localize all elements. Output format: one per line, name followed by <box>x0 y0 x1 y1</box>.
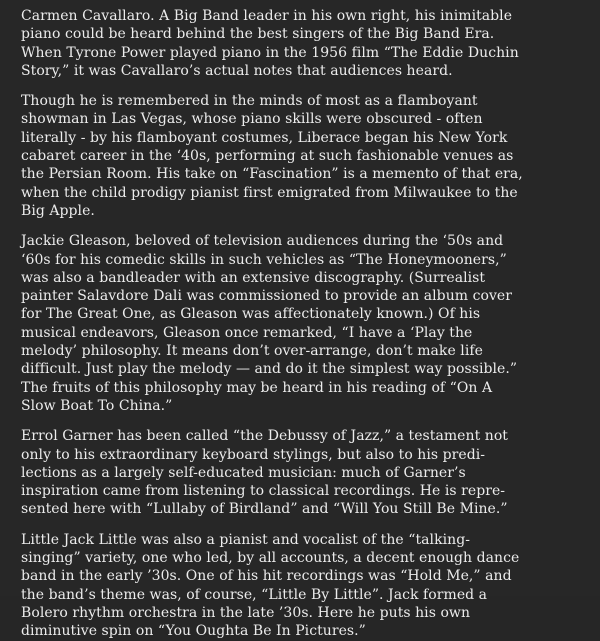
paragraph-jackie-gleason: Jackie Gleason, beloved of television audiences during the ‘50s and ‘60s for his comedic skills in such vehicles as “The Honeymooners,” was also a bandleader with an extensive discography. (Surrealist painter Salavdore Dali was commissioned to provide an album cover for The Great One, as Gleason was affectionately known.) Of his musical endeavors, Gleason once remarked, “I have a ‘Play the melody’ philosophy. It means don’t over-arrange, don’t make life difficult. Just play the melody — and do it the simplest way possible.” The fruits of this philosophy may be heard in his reading of “On A Slow Boat To China.” <box>21 233 518 414</box>
paragraph-little-jack-little: Little Jack Little was also a pianist and vocalist of the “talking- singing” variety, one who led, by all accounts, a decent enough dance band in the early ’30s. One of his hit recordings was “Hold Me,” and the band’s theme was, of course, “Little By Little”. Jack formed a Bolero rhythm orchestra in the late ’30s. Here he puts his own diminutive spin on “You Oughta Be In Pictures.” <box>21 531 520 640</box>
paragraph-liberace: Though he is remembered in the minds of most as a flamboyant showman in Las Vegas, whose piano skills were obscured - often literally - by his flamboyant costumes, Liberace began his New York cabaret career in the ‘40s, performing at such fashionable venues as the Persian Room. His take on “Fascination” is a memento of that era, when the child prodigy pianist first emigrated from Milwaukee to the Big Apple. <box>21 93 523 219</box>
paragraph-carmen-cavallaro: Carmen Cavallaro. A Big Band leader in his own right, his inimitable piano could be heard behind the best singers of the Big Band Era. When Tyrone Power played piano in the 1956 film “The Eddie Duchin Story,” it was Cavallaro’s actual notes that audiences heard. <box>21 8 519 79</box>
paragraph-errol-garner: Errol Garner has been called “the Debussy of Jazz,” a testament not only to his extraordinary keyboard stylings, but also to his predi- lections as a largely self-educated musician: much of Garner’s inspiration came from listening to classical recordings. He is repre- sented here with “Lullaby of Birdland” and “Will You Still Be Mine.” <box>21 428 508 518</box>
